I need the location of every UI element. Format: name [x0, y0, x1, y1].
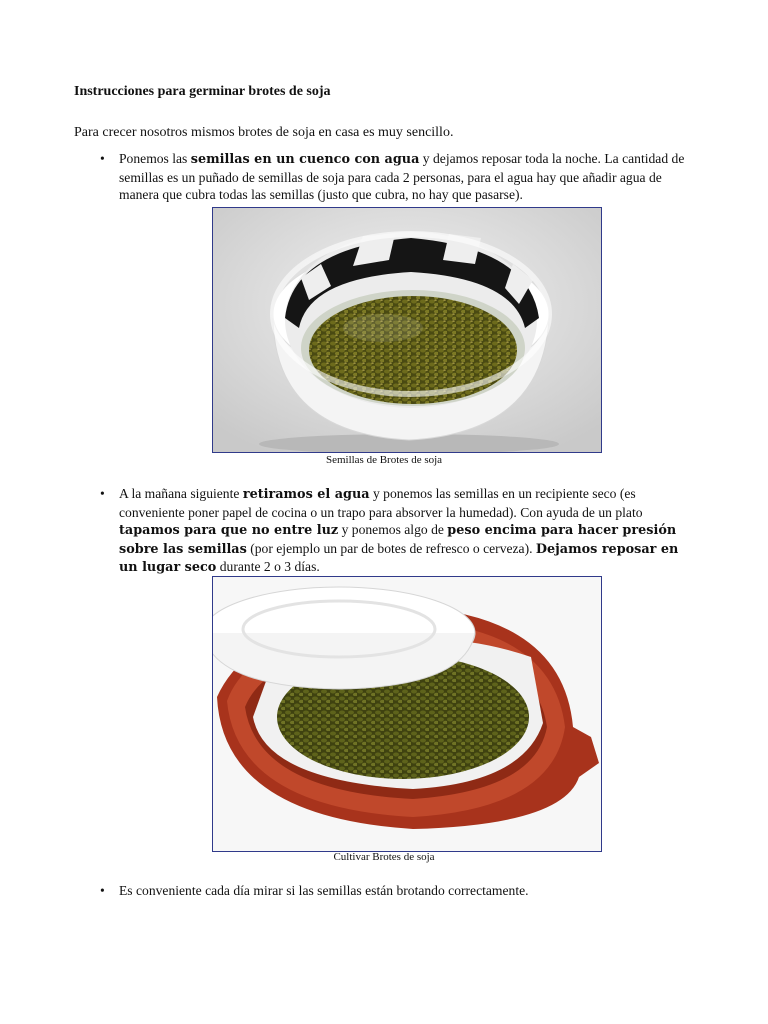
bold-text-run: retiramos el agua	[242, 487, 370, 502]
list-item	[100, 882, 700, 900]
document-title: Instrucciones para germinar brotes de soja	[74, 84, 331, 99]
list-item	[100, 150, 700, 204]
bowl-seeds-illustration	[213, 208, 601, 452]
text-run: y ponemos las semillas en un recipiente seco (es conveniente poner papel de cocina o un trapo para absorver la humedad). Con ayuda de un plato	[119, 486, 643, 520]
list-item	[100, 485, 700, 577]
figure-clay-dish-image	[212, 576, 602, 852]
intro-paragraph: Para crecer nosotros mismos brotes de soja en casa es muy sencillo.	[74, 125, 454, 140]
list-item-text	[119, 485, 700, 577]
bold-text-run: peso encima para hacer presión sobre las semillas	[119, 523, 677, 557]
bullet-marker: •	[100, 151, 105, 166]
figure-bowl-seeds-image	[212, 207, 602, 453]
text-run: y dejamos reposar toda la noche. La cantidad de semillas es un puñado de semillas de soja para cada 2 personas, para el agua hay que añadir agua de manera que cubra todas las semillas (justo que cubra, no hay que pasarse).	[119, 151, 685, 202]
text-run: y ponemos algo de	[338, 522, 448, 537]
bold-text-run: Dejamos reposar en un lugar seco	[119, 541, 679, 575]
bullet-marker: •	[100, 486, 105, 501]
list-item-text	[119, 150, 700, 204]
figure2-caption: Cultivar Brotes de soja	[333, 851, 435, 863]
text-run: Ponemos las	[119, 151, 191, 166]
bold-text-run: semillas en un cuenco con agua	[190, 152, 420, 167]
text-run: A la mañana siguiente	[119, 486, 243, 501]
bullet-marker: •	[100, 883, 105, 898]
list-item-text	[119, 882, 700, 900]
text-run: Es conveniente cada día mirar si las semillas están brotando correctamente.	[119, 883, 529, 898]
bold-text-run: tapamos para que no entre luz	[119, 523, 339, 538]
text-run: (por ejemplo un par de botes de refresco o cerveza).	[246, 540, 536, 556]
figure1-caption: Semillas de Brotes de soja	[325, 454, 443, 466]
clay-dish-illustration	[213, 577, 601, 851]
text-run: durante 2 o 3 días.	[216, 559, 320, 574]
